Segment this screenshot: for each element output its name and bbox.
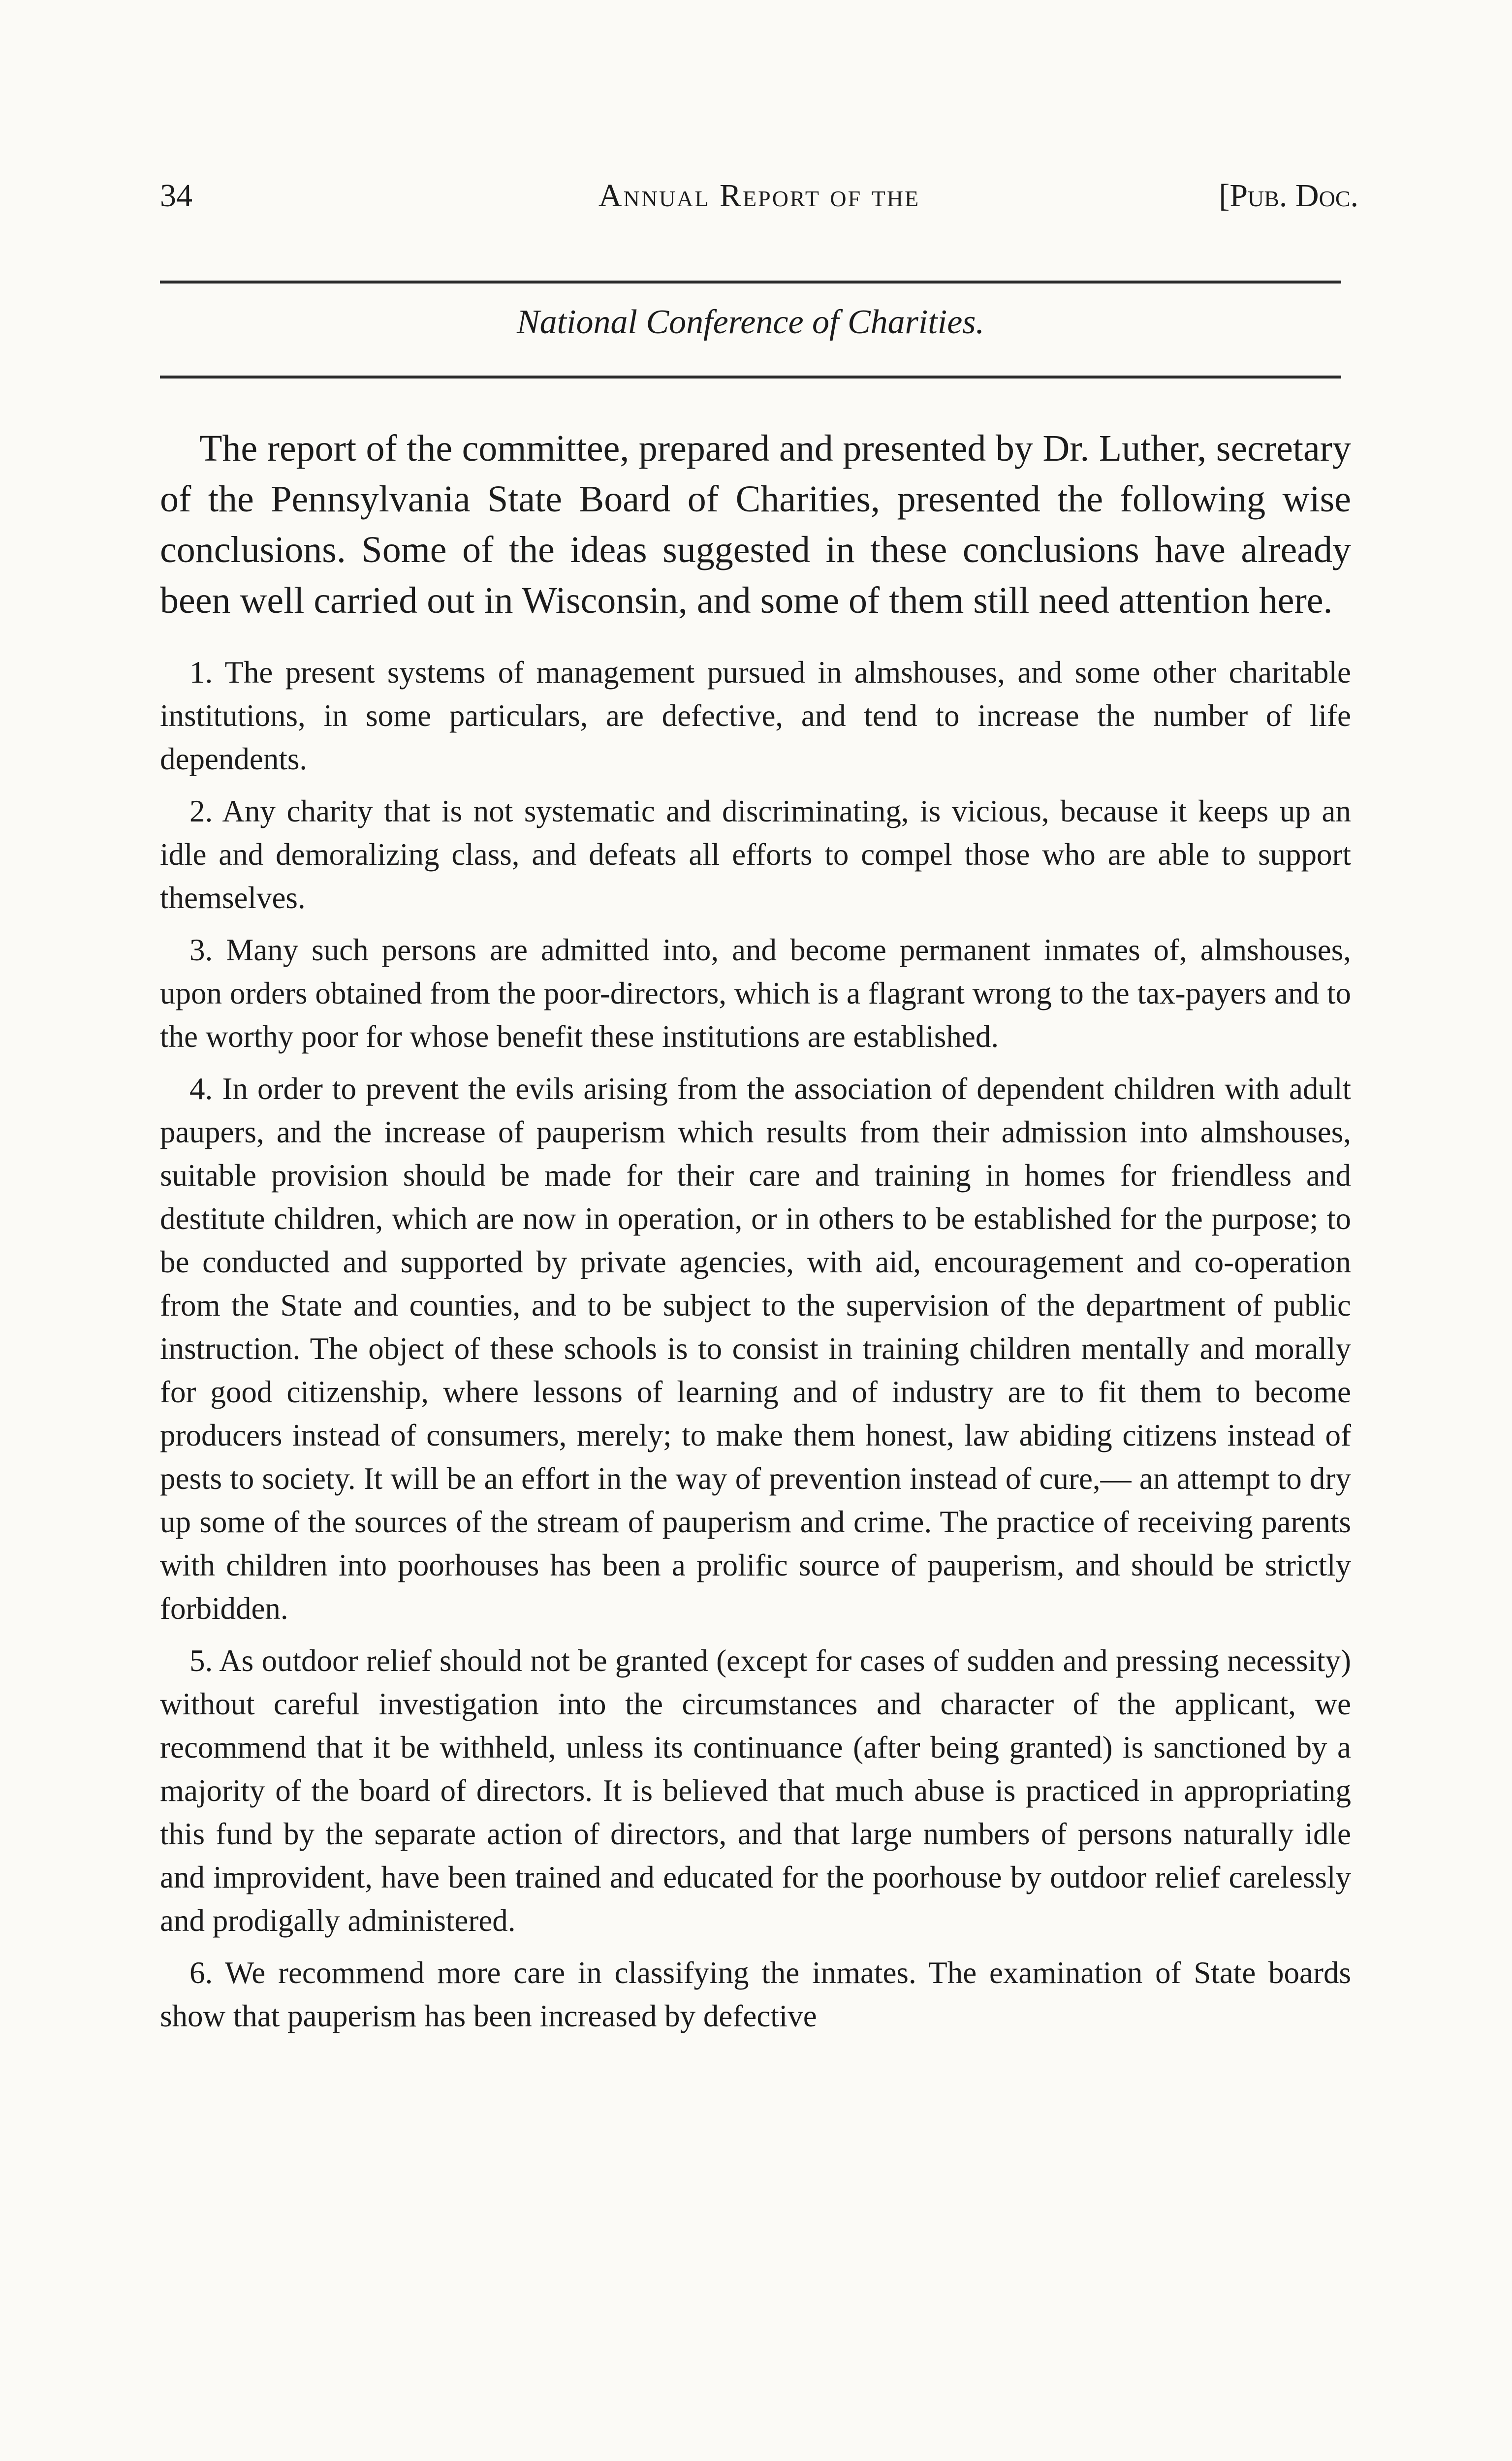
section-title: National Conference of Charities. (516, 303, 985, 341)
conclusion-item: 2. Any charity that is not systematic and discriminating, is vicious, because it keeps up an idle and demoralizing class, and defeats all efforts to compel those who are able to support themselves. (160, 794, 1351, 915)
running-title: Annual Report of the (598, 178, 920, 214)
page-number: 34 (160, 178, 192, 214)
conclusion-item: 4. In order to prevent the evils arising from the association of dependent children with adult paupers, and the increase of pauperism which results from their admission into almshouses, suitable provision should be made for their care and training in homes for friendless and destitute children, which are now in operation, or in others to be established for the purpose; to be conducted and supported by private agencies, with aid, encouragement and co-operation from the State and counties, and to be subject to the supervision of the department of public instruction. The object of these schools is to consist in training children mentally and morally for good citizenship, where lessons of learning and of industry are to fit them to become producers instead of consumers, merely; to make them honest, law abiding citizens instead of pests to society. It will be an effort in the way of prevention instead of cure,— an attempt to dry up some of the sources of the stream of pauperism and crime. The practice of receiving parents with children into poorhouses has been a prolific source of pauperism, and should be strictly forbidden. (160, 1072, 1351, 1626)
top-rule-divider (160, 281, 1341, 284)
conclusion-item: 5. As outdoor relief should not be granted (except for cases of sudden and pressing necessity) without careful investigation into the circumstances and character of the applicant, we recommend that it be withheld, unless its continuance (after being granted) is sanctioned by a majority of the board of directors. It is believed that much abuse is practiced in appropriating this fund by the separate action of directors, and that large numbers of persons naturally idle and improvident, have been trained and educated for the poorhouse by outdoor relief carelessly and prodigally administered. (160, 1643, 1351, 1938)
page-header (160, 177, 1358, 231)
document-label: [Pub. Doc. (1219, 178, 1358, 214)
intro-paragraph: The report of the committee, prepared and presented by Dr. Luther, secretary of the Pennsylvania State Board of Charities, presented the following wise conclusions. Some of the ideas suggested in these conclusions have already been well carried out in Wisconsin, and some of them still need attention here. (160, 428, 1351, 621)
conclusions-list (160, 651, 1351, 2038)
conclusion-item: 1. The present systems of management pursued in almshouses, and some other charitable institutions, in some particulars, are defective, and tend to increase the number of life dependents. (160, 655, 1351, 776)
bottom-rule-divider (160, 376, 1341, 379)
conclusion-item: 3. Many such persons are admitted into, and become permanent inmates of, almshouses, upon orders obtained from the poor-directors, which is a flagrant wrong to the tax-payers and to the worthy poor for whose benefit these institutions are established. (160, 933, 1351, 1054)
body-text (160, 423, 1351, 2047)
conclusion-item: 6. We recommend more care in classifying the inmates. The examination of State boards show that pauperism has been increased by defective (160, 1956, 1351, 2033)
